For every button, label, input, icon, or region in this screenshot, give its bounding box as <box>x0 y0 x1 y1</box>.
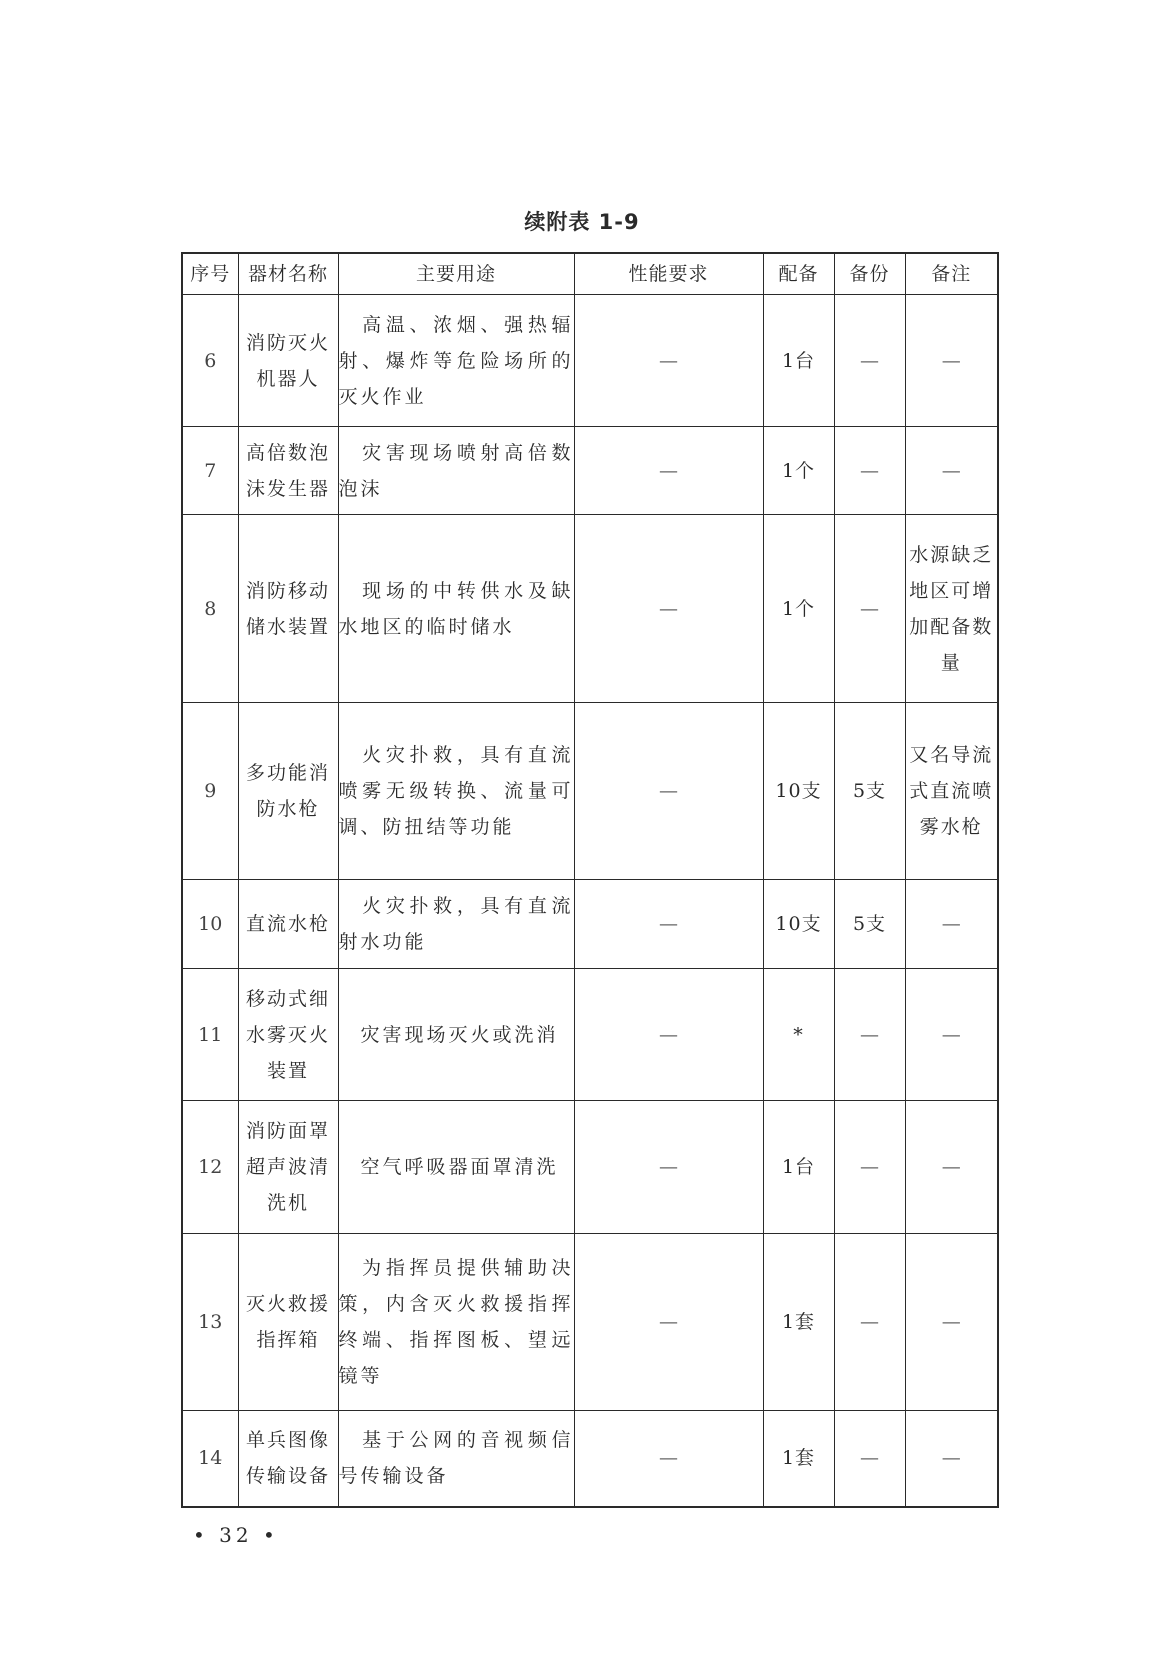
table-row <box>182 880 998 969</box>
header-spare: 备份 <box>834 253 905 295</box>
row-spare: — <box>834 969 905 1101</box>
row-name: 单兵图像传输设备 <box>238 1411 338 1507</box>
row-qty: 1个 <box>763 515 834 703</box>
row-qty: 1套 <box>763 1234 834 1411</box>
row-note: — <box>905 1101 998 1234</box>
row-name: 移动式细水雾灭火装置 <box>238 969 338 1101</box>
table-row <box>182 515 998 703</box>
table-row <box>182 1411 998 1507</box>
row-perf: — <box>574 703 763 880</box>
table-row <box>182 703 998 880</box>
row-qty: * <box>763 969 834 1101</box>
row-note: 水源缺乏地区可增加配备数量 <box>905 515 998 703</box>
table-row <box>182 1101 998 1234</box>
row-qty: 10支 <box>763 703 834 880</box>
row-no: 11 <box>182 969 238 1101</box>
row-no: 6 <box>182 295 238 427</box>
header-row <box>182 253 998 295</box>
row-spare: — <box>834 1101 905 1234</box>
row-use: 现场的中转供水及缺水地区的临时储水 <box>338 515 574 703</box>
row-no: 9 <box>182 703 238 880</box>
row-note: — <box>905 1411 998 1507</box>
page-number: • 32 • <box>193 1523 279 1547</box>
row-no: 12 <box>182 1101 238 1234</box>
row-perf: — <box>574 880 763 969</box>
row-no: 8 <box>182 515 238 703</box>
header-use: 主要用途 <box>338 253 574 295</box>
row-spare: — <box>834 515 905 703</box>
row-name: 高倍数泡沫发生器 <box>238 427 338 515</box>
table-row <box>182 969 998 1101</box>
row-perf: — <box>574 515 763 703</box>
row-use: 高温、浓烟、强热辐射、爆炸等危险场所的灭火作业 <box>338 295 574 427</box>
row-name: 消防灭火机器人 <box>238 295 338 427</box>
row-perf: — <box>574 295 763 427</box>
row-use: 基于公网的音视频信号传输设备 <box>338 1411 574 1507</box>
equipment-table <box>181 252 999 1508</box>
row-note: — <box>905 295 998 427</box>
row-spare: 5支 <box>834 703 905 880</box>
header-perf: 性能要求 <box>574 253 763 295</box>
row-qty: 10支 <box>763 880 834 969</box>
row-note: — <box>905 427 998 515</box>
row-spare: — <box>834 1411 905 1507</box>
row-note: 又名导流式直流喷雾水枪 <box>905 703 998 880</box>
row-no: 10 <box>182 880 238 969</box>
row-use: 灾害现场灭火或洗消 <box>338 969 574 1101</box>
row-use: 火灾扑救，具有直流喷雾无级转换、流量可调、防扭结等功能 <box>338 703 574 880</box>
row-name: 直流水枪 <box>238 880 338 969</box>
row-perf: — <box>574 427 763 515</box>
row-name: 消防面罩超声波清洗机 <box>238 1101 338 1234</box>
row-perf: — <box>574 1101 763 1234</box>
row-qty: 1台 <box>763 295 834 427</box>
table-row <box>182 295 998 427</box>
row-no: 13 <box>182 1234 238 1411</box>
row-spare: 5支 <box>834 880 905 969</box>
row-note: — <box>905 969 998 1101</box>
row-no: 14 <box>182 1411 238 1507</box>
row-use: 为指挥员提供辅助决策，内含灭火救援指挥终端、指挥图板、望远镜等 <box>338 1234 574 1411</box>
row-name: 消防移动储水装置 <box>238 515 338 703</box>
row-note: — <box>905 1234 998 1411</box>
table-row <box>182 1234 998 1411</box>
row-perf: — <box>574 1411 763 1507</box>
table-row <box>182 427 998 515</box>
row-spare: — <box>834 427 905 515</box>
row-perf: — <box>574 969 763 1101</box>
row-qty: 1个 <box>763 427 834 515</box>
row-spare: — <box>834 1234 905 1411</box>
row-perf: — <box>574 1234 763 1411</box>
row-spare: — <box>834 295 905 427</box>
row-name: 多功能消防水枪 <box>238 703 338 880</box>
row-use: 火灾扑救，具有直流射水功能 <box>338 880 574 969</box>
row-use: 灾害现场喷射高倍数泡沫 <box>338 427 574 515</box>
table-title: 续附表 1-9 <box>524 210 640 234</box>
row-use: 空气呼吸器面罩清洗 <box>338 1101 574 1234</box>
row-qty: 1台 <box>763 1101 834 1234</box>
row-name: 灭火救援指挥箱 <box>238 1234 338 1411</box>
header-no: 序号 <box>182 253 238 295</box>
row-qty: 1套 <box>763 1411 834 1507</box>
header-name: 器材名称 <box>238 253 338 295</box>
header-note: 备注 <box>905 253 998 295</box>
row-no: 7 <box>182 427 238 515</box>
header-qty: 配备 <box>763 253 834 295</box>
row-note: — <box>905 880 998 969</box>
